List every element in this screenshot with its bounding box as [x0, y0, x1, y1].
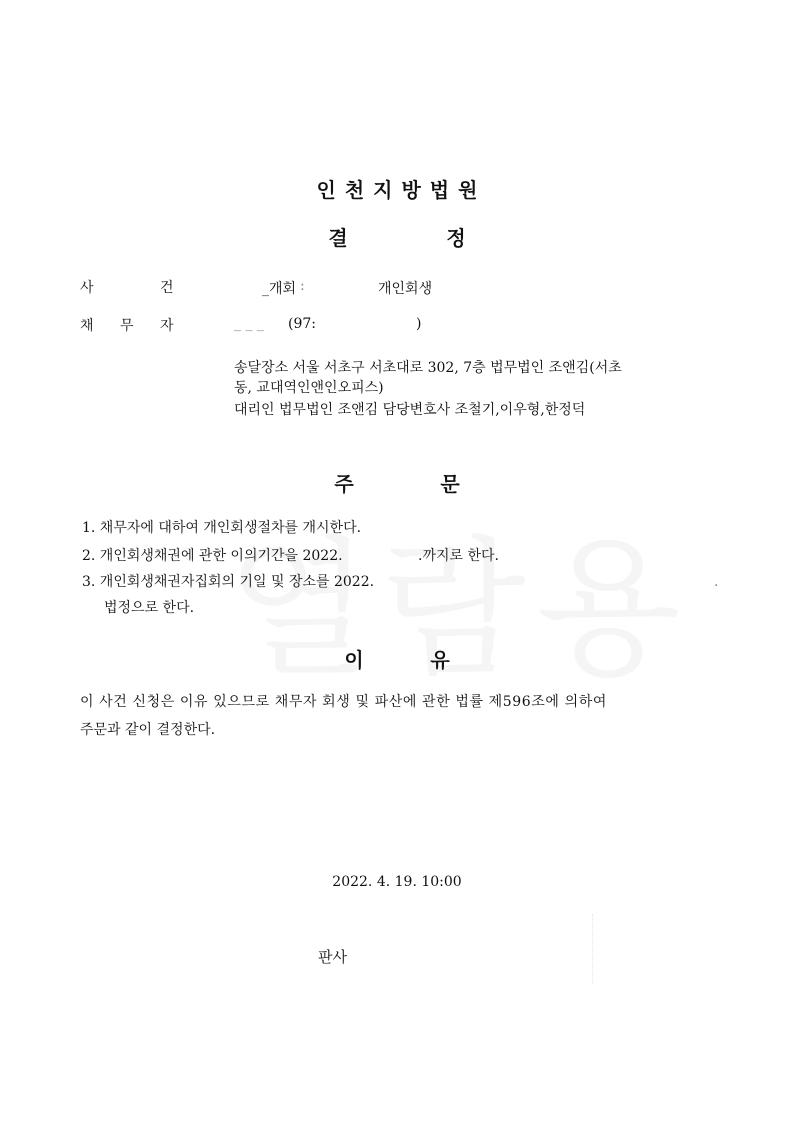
debtor-label-char-3: 자: [160, 318, 174, 334]
seal-area: [592, 914, 615, 984]
order-item-3-end: 법정으로 한다.: [104, 600, 195, 616]
order-item-2-start: 2. 개인회생채권에 관한 이의기간을 2022.: [82, 548, 343, 564]
order-item-2-end: .까지로 한다.: [418, 548, 499, 564]
case-number-bracket: :: [300, 278, 305, 294]
debtor-label-char-2: 무: [120, 318, 134, 334]
order-item-1: 1. 채무자에 대하여 개인회생절차를 개시한다.: [82, 520, 362, 536]
legal-agent: 대리인 법무법인 조앤김 담당변호사 조철기,이우형,한정덕: [234, 402, 586, 418]
document-title: [0, 222, 794, 251]
reason-line-2: 주문과 같이 결정한다.: [80, 722, 216, 738]
order-item-3-start: 3. 개인회생채권자집회의 기일 및 장소를 2022.: [82, 574, 375, 590]
case-number: _개회: [262, 281, 297, 297]
order-heading-char-2: 문: [440, 472, 460, 496]
title-char-1: 결: [328, 226, 348, 250]
case-label-char-2: 건: [160, 280, 174, 296]
case-name: 개인회생: [378, 281, 433, 297]
case-label-char-1: 사: [80, 280, 94, 296]
debtor-label-char-1: 채: [80, 318, 94, 334]
title-char-2: 정: [446, 226, 466, 250]
order-heading: [0, 468, 794, 497]
debtor-name-masked: _ _ _: [234, 316, 264, 332]
reason-line-1: 이 사건 신청은 이유 있으므로 채무자 회생 및 파산에 관한 법률 제596조에 의하여: [80, 694, 607, 710]
order-item-3-dot: .: [714, 574, 719, 590]
reason-heading: [0, 644, 794, 673]
reason-heading-char-2: 유: [430, 648, 450, 672]
debtor-id-close: ): [416, 316, 422, 332]
order-heading-char-1: 주: [334, 472, 354, 496]
debtor-id-open: (97:: [288, 316, 316, 332]
court-name: 인천지방법원: [316, 178, 487, 202]
service-address-line-1: 송달장소 서울 서초구 서초대로 302, 7층 법무법인 조앤김(서초: [234, 360, 622, 376]
service-address-line-2: 동, 교대역인앤인오피스): [234, 380, 384, 396]
reason-heading-char-1: 이: [344, 648, 364, 672]
judge-label: 판사: [318, 948, 347, 966]
decision-date: 2022. 4. 19. 10:00: [332, 874, 462, 890]
